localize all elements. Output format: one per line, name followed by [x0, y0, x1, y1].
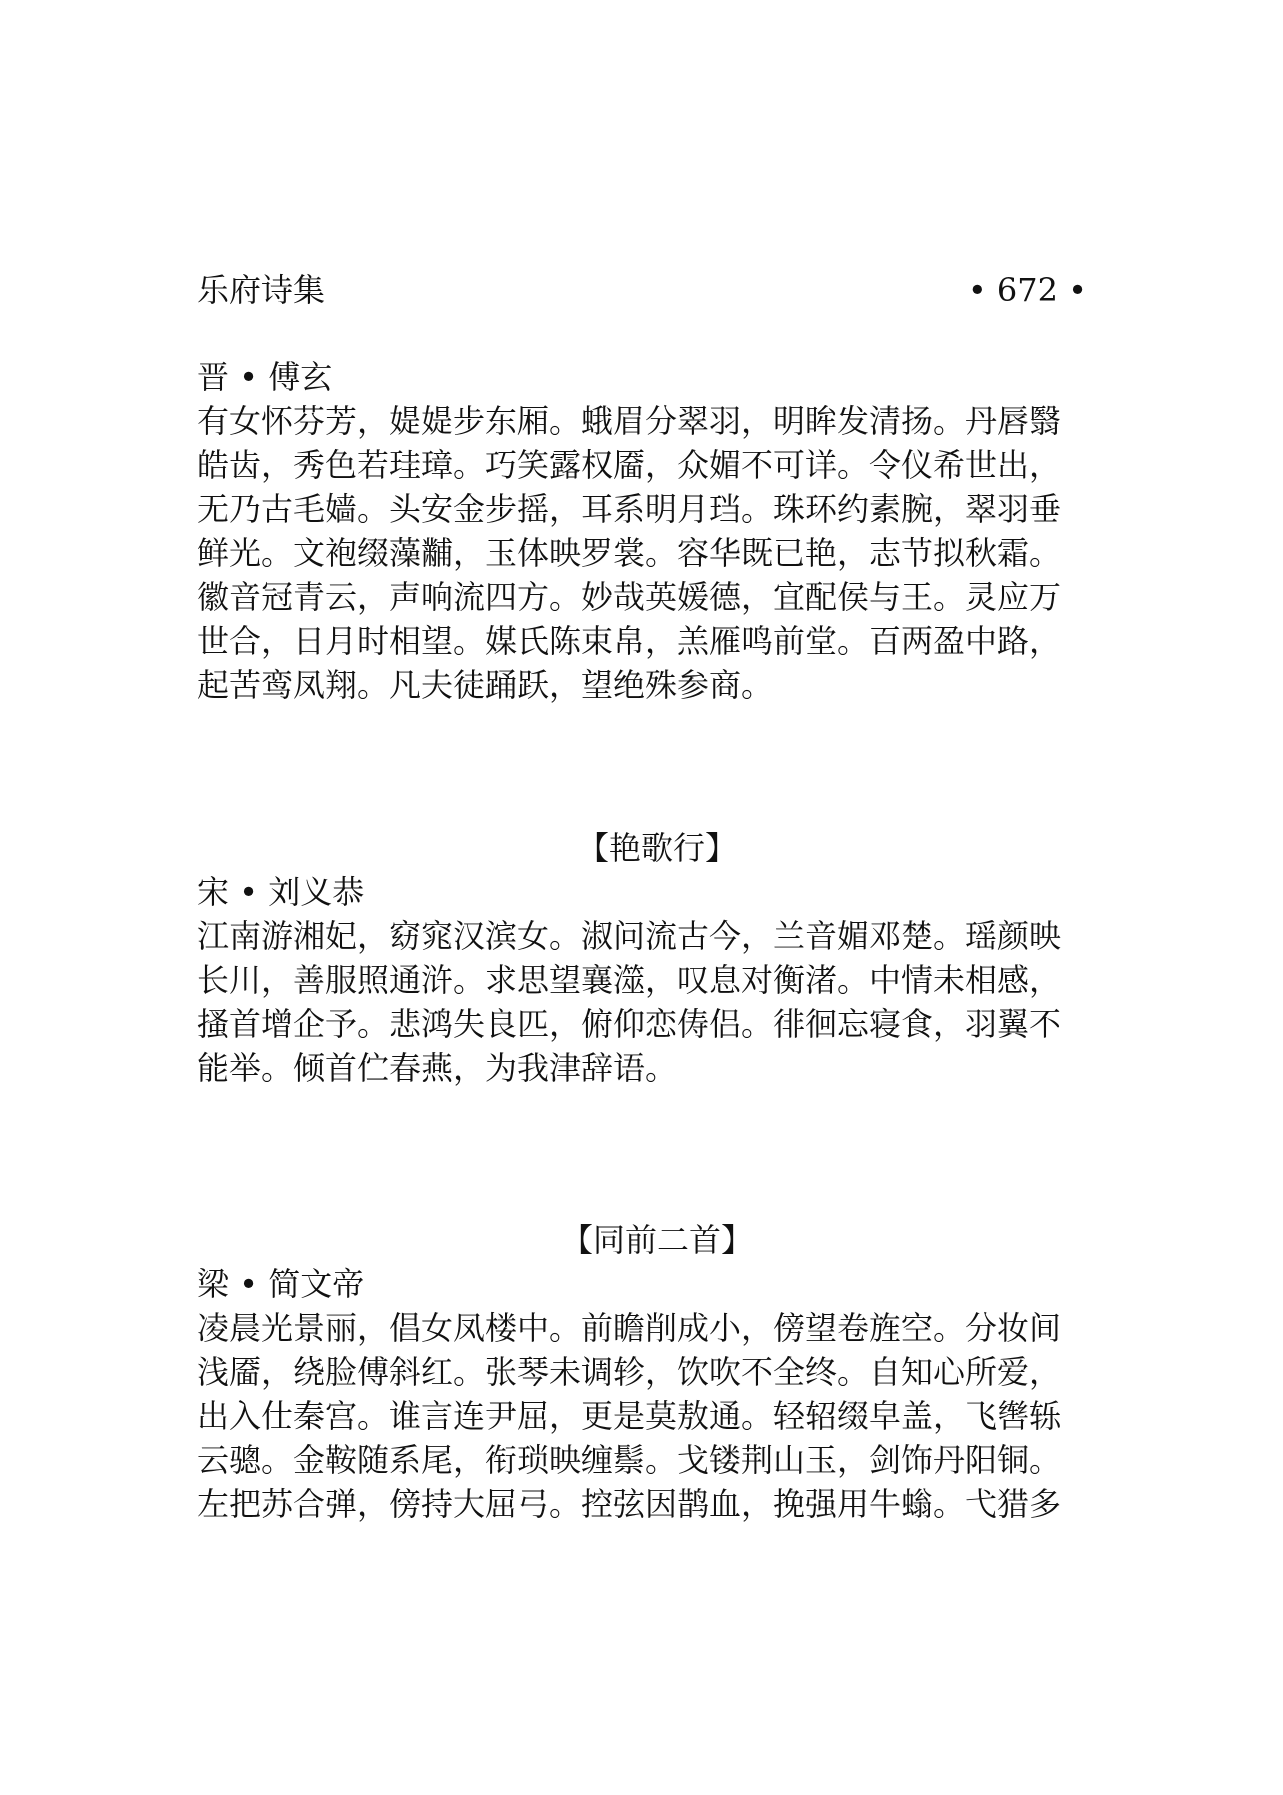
- poem-line: 有女怀芬芳，媞媞步东厢。蛾眉分翠羽，明眸发清扬。丹唇翳: [197, 402, 1062, 440]
- poem-line: 出入仕秦宫。谁言连尹屈，更是莫敖通。轻轺缀皁盖，飞辔轹: [197, 1397, 1062, 1435]
- page-header: [197, 268, 1087, 312]
- poem-line: 鲜光。文袍缀藻黼，玉体映罗裳。容华既已艳，志节拟秋霜。: [197, 534, 1062, 572]
- poem-line: 世合，日月时相望。媒氏陈束帛，羔雁鸣前堂。百两盈中路，: [197, 622, 1062, 660]
- poem-title: 【同前二首】: [560, 1221, 753, 1259]
- poem-line: 长川，善服照通浒。求思望襄澨，叹息对衡渚。中情未相感，: [197, 961, 1062, 999]
- poem-line: 皓齿，秀色若珪璋。巧笑露权靥，众媚不可详。令仪希世出，: [197, 446, 1062, 484]
- poem-line: 凌晨光景丽，倡女凤楼中。前瞻削成小，傍望卷旌空。分妆间: [197, 1309, 1062, 1347]
- poem-section-fu-xuan: [197, 355, 1087, 707]
- poem-line: 左把苏合弹，傍持大屈弓。控弦因鹊血，挽强用牛螉。弋猎多: [197, 1485, 1062, 1523]
- book-title: 乐府诗集: [197, 271, 326, 309]
- poem-author: 晋 • 傅玄: [197, 358, 333, 396]
- poem-line: 搔首增企予。悲鸿失良匹，俯仰恋俦侣。徘徊忘寝食，羽翼不: [197, 1005, 1062, 1043]
- poem-line: 徽音冠青云，声响流四方。妙哉英媛德，宜配侯与王。灵应万: [197, 578, 1062, 616]
- poem-line: 无乃古毛嫱。头安金步摇，耳系明月珰。珠环约素腕，翠羽垂: [197, 490, 1062, 528]
- poem-title: 【艳歌行】: [576, 829, 737, 867]
- poem-line: 云骢。金鞍随系尾，衔琐映缠鬃。戈镂荆山玉，剑饰丹阳铜。: [197, 1441, 1062, 1479]
- poem-section-tong-qian: [197, 1218, 1087, 1526]
- poem-line: 浅靥，绕脸傅斜红。张琴未调轸，饮吹不全终。自知心所爱，: [197, 1353, 1062, 1391]
- poem-line: 能举。倾首伫春燕，为我津辞语。: [197, 1049, 678, 1087]
- page-number: • 672 •: [967, 271, 1087, 309]
- poem-section-yan-ge-xing: [197, 826, 1087, 1090]
- poem-author: 梁 • 简文帝: [197, 1265, 365, 1303]
- poem-author: 宋 • 刘义恭: [197, 873, 365, 911]
- poem-line: 江南游湘妃，窈窕汉滨女。淑问流古今，兰音媚邓楚。瑶颜映: [197, 917, 1062, 955]
- poem-line: 起苦鸾凤翔。凡夫徒踊跃，望绝殊参商。: [197, 666, 774, 704]
